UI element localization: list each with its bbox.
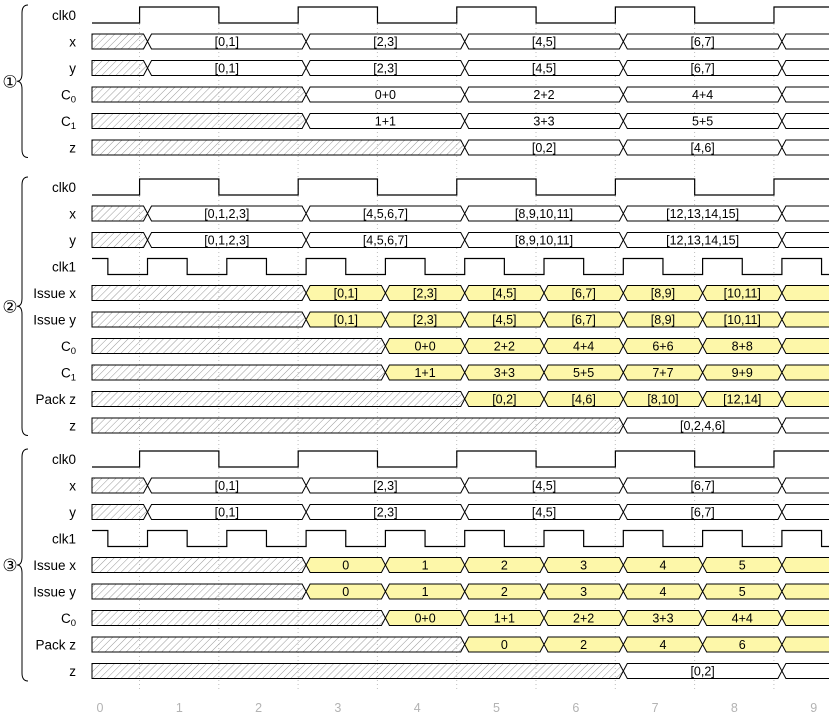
- signal-row-clk0: [52, 451, 829, 467]
- signal-label-text: clk1: [51, 259, 76, 275]
- bus-value: [4,5,6,7]: [362, 233, 409, 248]
- bus-value: [0,2]: [531, 141, 557, 155]
- signal-group: [2, 177, 829, 436]
- bus-segment: [782, 505, 829, 520]
- signal-label: [33, 585, 76, 600]
- bus-value: [2,3]: [373, 479, 398, 493]
- bus-value: [12,13,14,15]: [666, 233, 740, 248]
- signal-row-issue-y: [33, 312, 829, 328]
- bus-value: [0,1]: [333, 286, 358, 301]
- bus-value: 4+4: [731, 611, 753, 626]
- signal-label-text: C: [60, 611, 71, 626]
- time-tick-label: 5: [493, 701, 500, 714]
- signal-label: [33, 558, 76, 573]
- bus-value: [12,14]: [723, 392, 762, 407]
- signal-label: [61, 366, 76, 384]
- bus-value: [4,5,6,7]: [362, 207, 409, 221]
- bus-value: [10,11]: [723, 313, 761, 327]
- bus-value: [4,5]: [531, 505, 557, 520]
- signal-label-subscript: 0: [70, 94, 76, 106]
- signal-label: [69, 505, 76, 520]
- group-marker: ①: [2, 72, 18, 92]
- signal-row-x: [69, 478, 829, 494]
- signal-row-issue-x: [33, 558, 829, 574]
- signal-row-x: [69, 34, 829, 50]
- bus-segment: [782, 61, 829, 76]
- signal-row-y: [69, 233, 829, 249]
- undefined-hatch: [92, 34, 148, 49]
- bus-value: 2+2: [573, 611, 595, 626]
- signal-label-text: Issue y: [33, 584, 76, 600]
- signal-label-text: y: [69, 505, 76, 520]
- signal-label: [52, 452, 76, 467]
- undefined-hatch: [92, 611, 385, 626]
- signal-label-text: clk0: [51, 452, 76, 467]
- signal-row-z: [69, 418, 829, 434]
- bus-value: [4,5]: [531, 35, 557, 49]
- bus-value: [2,3]: [373, 505, 398, 520]
- signal-row-pack-z: [35, 637, 829, 653]
- clock-wave-clk1: [92, 259, 829, 275]
- signal-row-z: [69, 140, 829, 156]
- signal-label-subscript: 0: [70, 346, 76, 357]
- signal-label-text: Issue y: [33, 312, 76, 328]
- bus-value: [0,1]: [214, 505, 239, 520]
- bus-value: 0: [342, 558, 350, 573]
- bus-value: [8,9,10,11]: [514, 233, 574, 248]
- group-marker: ②: [2, 297, 18, 317]
- signal-label-text: y: [69, 233, 76, 248]
- signal-label-text: z: [69, 140, 76, 156]
- undefined-hatch: [92, 339, 385, 354]
- bus-value: [4,5]: [531, 479, 557, 493]
- undefined-hatch: [92, 114, 306, 129]
- signal-label-subscript: 0: [70, 618, 76, 629]
- bus-value: 3+3: [533, 114, 555, 129]
- signal-label-text: clk0: [51, 8, 76, 23]
- bus-value: [0,1,2,3]: [204, 233, 250, 248]
- bus-value: 0+0: [414, 339, 436, 354]
- signal-label-text: z: [69, 418, 76, 434]
- bus-value: 7+7: [652, 366, 674, 380]
- bus-value: 3+3: [652, 611, 674, 626]
- group-brace: [17, 5, 28, 158]
- bus-segment: [782, 114, 829, 129]
- signal-row-c0: [61, 87, 829, 106]
- signal-label: [69, 35, 76, 50]
- signal-row-y: [69, 505, 829, 521]
- bus-value: 4+4: [573, 339, 595, 354]
- bus-value: [10,11]: [723, 286, 761, 301]
- signal-label: [69, 233, 76, 248]
- signal-label-text: y: [69, 61, 76, 76]
- bus-fill: [782, 365, 829, 380]
- undefined-hatch: [92, 637, 465, 652]
- signal-label-text: clk1: [51, 531, 76, 547]
- signal-label: [69, 207, 76, 222]
- clock-wave-clk0: [92, 7, 829, 23]
- signal-label: [69, 141, 76, 156]
- time-tick-label: 9: [810, 701, 818, 714]
- bus-value: [6,7]: [690, 61, 715, 76]
- signal-row-clk1: [52, 259, 829, 275]
- bus-segment: [782, 664, 829, 679]
- signal-group: [2, 5, 829, 158]
- signal-label: [61, 88, 76, 106]
- bus-value: [2,3]: [412, 286, 438, 301]
- signal-label-text: C: [60, 339, 71, 354]
- bus-segment: [782, 140, 829, 155]
- bus-fill: [782, 584, 829, 599]
- bus-value: 1+1: [414, 366, 436, 380]
- bus-value: 0: [342, 585, 350, 599]
- bus-value: 4: [659, 638, 667, 652]
- undefined-hatch: [92, 206, 148, 221]
- bus-segment: [782, 233, 829, 248]
- signal-row-c0: [61, 611, 829, 630]
- bus-value: [4,6]: [571, 392, 596, 407]
- signal-row-z: [69, 664, 829, 680]
- signal-label: [69, 664, 76, 679]
- signal-label-text: x: [69, 478, 76, 494]
- bus-value: 1+1: [374, 114, 397, 129]
- bus-value: [8,9]: [650, 286, 676, 301]
- signal-label: [52, 260, 76, 275]
- time-axis: [97, 701, 818, 714]
- signal-label: [52, 8, 76, 23]
- undefined-hatch: [92, 140, 465, 155]
- bus-value: [0,1]: [214, 61, 239, 76]
- signal-groups: [2, 5, 829, 681]
- bus-value: 0+0: [374, 88, 397, 102]
- signal-label-text: C: [60, 365, 71, 381]
- clock-wave-clk0: [92, 451, 829, 467]
- bus-value: 0: [500, 638, 508, 652]
- undefined-hatch: [92, 61, 148, 76]
- bus-value: 6: [738, 638, 746, 652]
- undefined-hatch: [92, 478, 148, 493]
- bus-value: [2,3]: [373, 35, 398, 49]
- signal-label: [35, 638, 76, 653]
- bus-value: 1: [421, 585, 429, 599]
- signal-label-text: C: [60, 87, 71, 103]
- group-brace: [17, 449, 28, 681]
- signal-label: [52, 532, 76, 547]
- bus-segment: [782, 206, 829, 221]
- bus-fill: [782, 286, 829, 301]
- undefined-hatch: [92, 87, 306, 102]
- bus-value: 5+5: [692, 114, 714, 129]
- bus-value: [0,1]: [214, 35, 239, 49]
- time-tick-label: 8: [730, 701, 738, 714]
- bus-value: 6+6: [652, 339, 674, 354]
- bus-value: [6,7]: [690, 35, 715, 49]
- undefined-hatch: [92, 664, 623, 679]
- signal-label: [33, 313, 76, 328]
- bus-value: 4: [659, 585, 667, 599]
- signal-label-text: Issue x: [33, 286, 76, 301]
- bus-value: 1+1: [493, 611, 515, 626]
- bus-fill: [782, 392, 829, 407]
- bus-value: [0,1]: [214, 479, 239, 493]
- signal-label-subscript: 1: [70, 121, 76, 132]
- bus-value: [4,5]: [492, 313, 517, 327]
- bus-value: 0+0: [414, 611, 436, 626]
- time-tick-label: 1: [175, 701, 183, 714]
- group-brace: [17, 177, 28, 436]
- bus-segment: [782, 418, 829, 433]
- time-tick-label: 0: [96, 701, 104, 714]
- clock-wave-clk0: [92, 179, 829, 195]
- signal-row-clk0: [52, 7, 829, 23]
- signal-label-text: z: [69, 664, 76, 679]
- bus-value: [4,6]: [690, 141, 715, 155]
- bus-value: [0,2,4,6]: [680, 419, 726, 433]
- signal-group: [2, 449, 829, 681]
- bus-value: [2,3]: [373, 61, 398, 76]
- signal-label: [35, 392, 76, 407]
- signal-row-c1: [61, 114, 829, 133]
- clock-wave-clk1: [92, 531, 829, 547]
- group-marker: ③: [2, 556, 18, 575]
- signal-label-text: clk0: [51, 180, 76, 195]
- bus-value: 2: [500, 585, 508, 599]
- bus-value: 5: [738, 585, 746, 599]
- time-tick-label: 4: [413, 701, 421, 714]
- signal-row-y: [69, 61, 829, 77]
- undefined-hatch: [92, 392, 465, 407]
- bus-segment: [782, 34, 829, 49]
- bus-fill: [782, 339, 829, 354]
- bus-value: 5: [738, 558, 746, 573]
- signal-row-issue-y: [33, 584, 829, 600]
- bus-value: [0,1]: [333, 313, 358, 327]
- signal-label: [69, 61, 76, 76]
- signal-row-x: [69, 206, 829, 222]
- signal-row-pack-z: [35, 392, 829, 408]
- time-tick-label: 7: [651, 701, 659, 714]
- bus-value: 8+8: [731, 339, 753, 354]
- bus-value: [6,7]: [690, 505, 715, 520]
- signal-label-text: x: [69, 206, 76, 222]
- bus-value: 4: [659, 558, 667, 573]
- signal-label: [33, 286, 76, 301]
- bus-value: [0,2]: [492, 392, 517, 407]
- bus-value: [6,7]: [571, 313, 596, 327]
- undefined-hatch: [92, 286, 306, 301]
- signal-label-subscript: 1: [70, 372, 76, 384]
- signal-label: [61, 611, 76, 629]
- signal-label-text: Pack z: [35, 392, 76, 407]
- time-tick-label: 2: [255, 701, 263, 714]
- bus-segment: [782, 478, 829, 493]
- signal-label: [69, 419, 76, 434]
- bus-value: 4+4: [692, 88, 714, 102]
- bus-value: [8,9]: [650, 313, 676, 327]
- signal-label: [61, 114, 76, 132]
- bus-fill: [782, 312, 829, 327]
- bus-value: 2: [580, 638, 588, 652]
- bus-value: [6,7]: [571, 286, 596, 301]
- bus-value: [0,1,2,3]: [204, 207, 250, 221]
- undefined-hatch: [92, 312, 306, 327]
- bus-value: [0,2]: [690, 664, 715, 679]
- bus-value: 1: [421, 558, 429, 573]
- signal-row-clk0: [52, 179, 829, 195]
- signal-label-text: Issue x: [33, 558, 76, 573]
- time-tick-label: 6: [572, 701, 580, 714]
- undefined-hatch: [92, 584, 306, 599]
- signal-label: [61, 339, 76, 357]
- bus-value: [4,5]: [492, 286, 517, 301]
- signal-label: [69, 479, 76, 494]
- bus-value: [4,5]: [531, 61, 557, 76]
- signal-label-text: x: [69, 34, 76, 50]
- bus-segment: [782, 87, 829, 102]
- signal-label-text: C: [60, 114, 71, 129]
- bus-value: 3+3: [493, 366, 515, 380]
- bus-fill: [782, 558, 829, 573]
- bus-value: 3: [580, 585, 588, 599]
- time-tick-label: 3: [334, 701, 342, 714]
- bus-value: 5+5: [573, 366, 595, 380]
- undefined-hatch: [92, 558, 306, 573]
- bus-value: [8,10]: [647, 392, 679, 407]
- undefined-hatch: [92, 418, 623, 433]
- bus-value: 2+2: [493, 339, 515, 354]
- signal-row-c0: [61, 339, 829, 358]
- undefined-hatch: [92, 233, 148, 248]
- bus-value: [2,3]: [412, 313, 438, 327]
- undefined-hatch: [92, 365, 385, 380]
- bus-fill: [782, 637, 829, 652]
- signal-label: [52, 180, 76, 195]
- bus-value: [8,9,10,11]: [514, 207, 574, 221]
- bus-fill: [782, 611, 829, 626]
- signal-row-clk1: [52, 531, 829, 547]
- signal-label-text: Pack z: [35, 637, 76, 653]
- undefined-hatch: [92, 505, 148, 520]
- signal-row-issue-x: [33, 286, 829, 302]
- signal-row-c1: [61, 365, 829, 384]
- bus-value: 9+9: [731, 366, 753, 380]
- bus-value: [6,7]: [690, 479, 715, 493]
- bus-value: 3: [580, 558, 588, 573]
- bus-value: [12,13,14,15]: [666, 207, 740, 221]
- bus-value: 2: [500, 558, 508, 573]
- bus-value: 2+2: [533, 88, 555, 102]
